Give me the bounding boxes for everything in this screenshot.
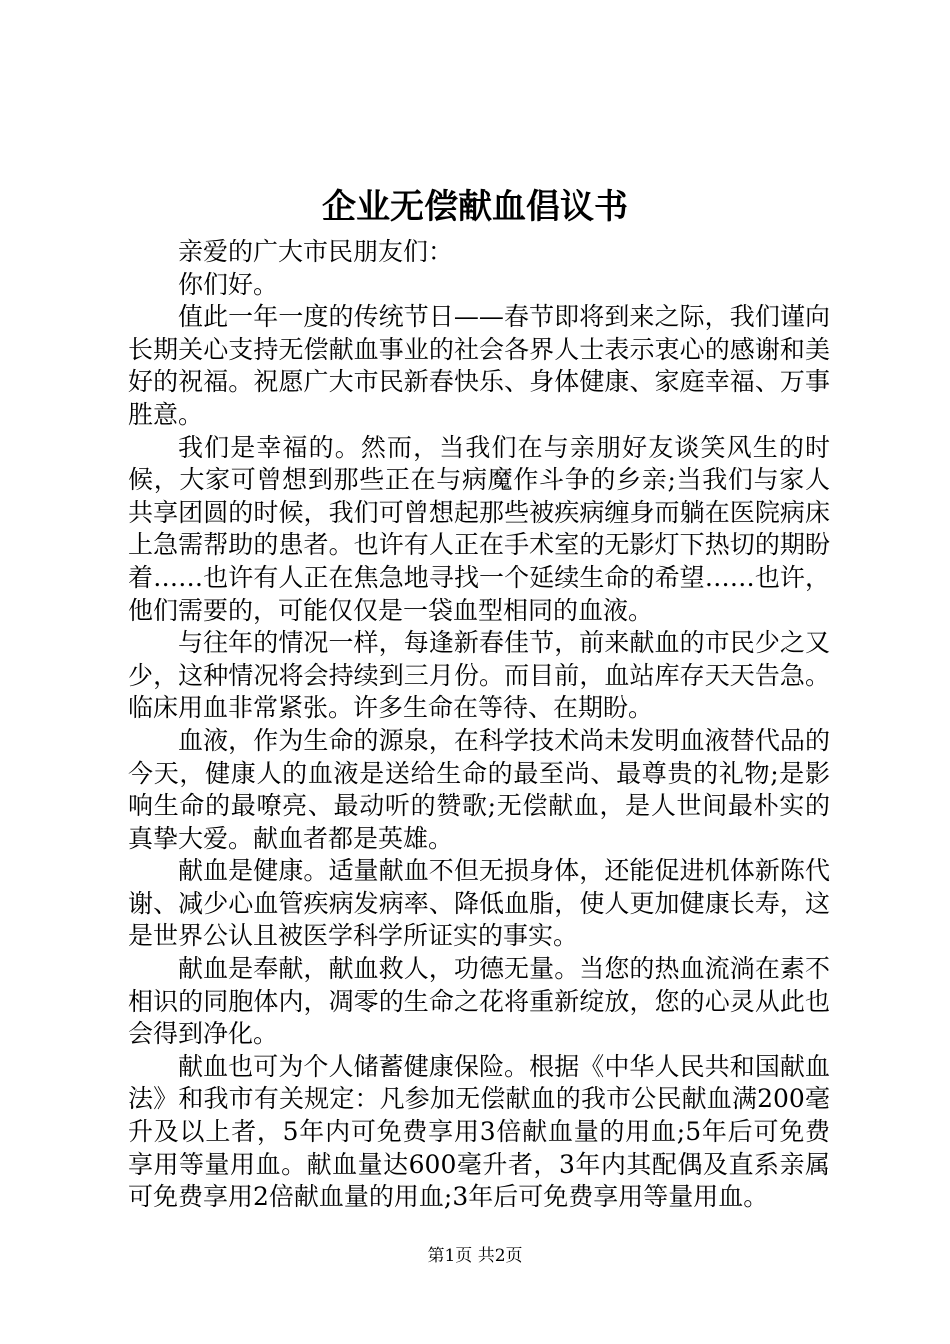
paragraph: 血液，作为生命的源泉，在科学技术尚未发明血液替代品的今天，健康人的血液是送给生命的最至尚、最尊贵的礼物;是影响生命的最嘹亮、最动听的赞歌;无偿献血，是人世间最朴实的真挚大爱。献血者都是英雄。 [128, 725, 830, 853]
document-body [128, 236, 830, 1214]
salutation: 亲爱的广大市民朋友们： [178, 237, 454, 266]
paragraph: 献血是健康。适量献血不但无损身体，还能促进机体新陈代谢、减少心血管疾病发病率、降低血脂，使人更加健康长寿，这是世界公认且被医学科学所证实的事实。 [128, 856, 830, 951]
paragraph: 值此一年一度的传统节日——春节即将到来之际，我们谨向长期关心支持无偿献血事业的社会各界人士表示衷心的感谢和美好的祝福。祝愿广大市民新春快乐、身体健康、家庭幸福、万事胜意。 [128, 302, 830, 429]
page-number: 第1页 共2页 [427, 1246, 523, 1266]
paragraph: 献血是奉献，献血救人，功德无量。当您的热血流淌在素不相识的同胞体内，凋零的生命之花将重新绽放，您的心灵从此也会得到净化。 [128, 954, 830, 1049]
document-title: 企业无偿献血倡议书 [322, 187, 628, 227]
paragraph: 献血也可为个人储蓄健康保险。根据《中华人民共和国献血法》和我市有关规定：凡参加无偿献血的我市公民献血满200毫升及以上者，5年内可免费享用3倍献血量的用血;5年后可免费享用等量用血。献血量达600毫升者，3年内其配偶及直系亲属可免费享用2倍献血量的用血;3年后可免费享用等量用血。 [128, 1051, 830, 1212]
paragraph: 与往年的情况一样，每逢新春佳节，前来献血的市民少之又少，这种情况将会持续到三月份。而目前，血站库存天天告急。临床用血非常紧张。许多生命在等待、在期盼。 [128, 628, 830, 723]
paragraph: 我们是幸福的。然而，当我们在与亲朋好友谈笑风生的时候，大家可曾想到那些正在与病魔作斗争的乡亲;当我们与家人共享团圆的时候，我们可曾想起那些被疾病缠身而躺在医院病床上急需帮助的患者。也许有人正在手术室的无影灯下热切的期盼着……也许有人正在焦急地寻找一个延续生命的希望……也许，他们需要的，可能仅仅是一袋血型相同的血液。 [128, 432, 830, 625]
greeting: 你们好。 [178, 269, 279, 299]
